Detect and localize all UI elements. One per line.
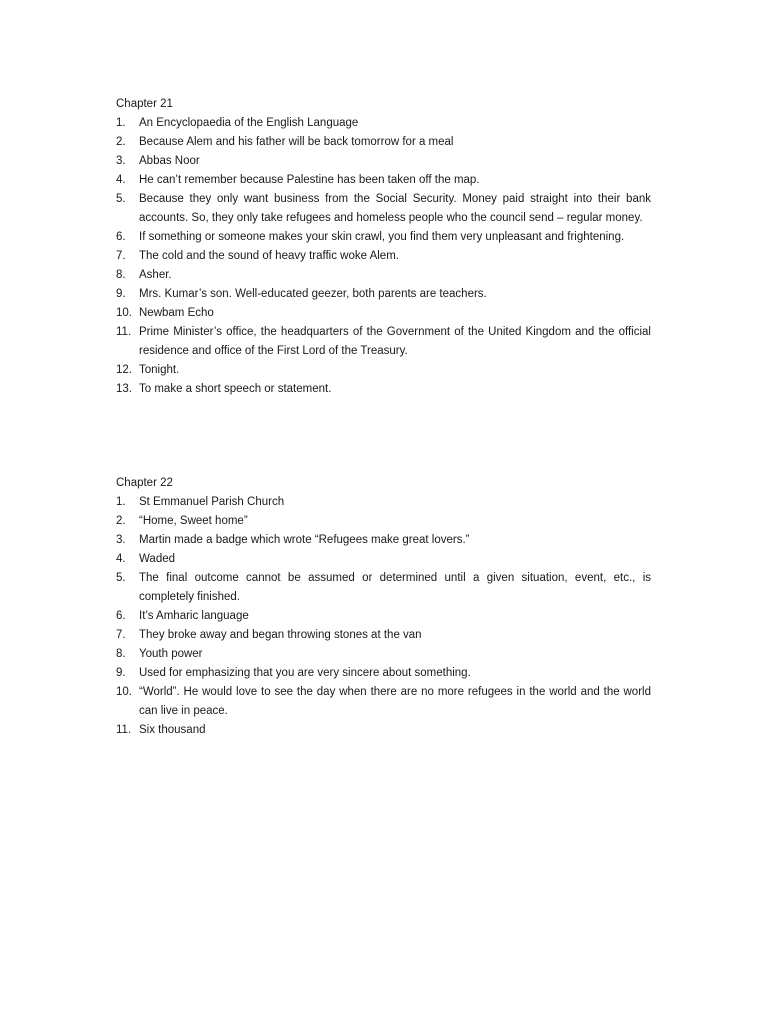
item-text: St Emmanuel Parish Church [139, 496, 285, 508]
item-text: It’s Amharic language [139, 610, 249, 622]
item-text: He can’t remember because Palestine has been taken off the map. [139, 174, 480, 186]
answer-item [116, 304, 651, 323]
answer-item [116, 721, 651, 740]
answer-item [116, 171, 651, 190]
item-number: 4. [116, 174, 126, 186]
answer-list [116, 493, 651, 740]
answer-item [116, 247, 651, 266]
item-number: 4. [116, 553, 126, 565]
item-text: Because Alem and his father will be back tomorrow for a meal [139, 136, 454, 148]
item-number: 7. [116, 250, 126, 262]
item-number: 12. [116, 364, 132, 376]
item-text: Because they only want business from the Social Security. Money paid straight into their bank accounts. So, they only take refugees and homeless people who the council send – regular money. [139, 193, 651, 224]
answer-item [116, 645, 651, 664]
item-number: 3. [116, 155, 126, 167]
item-number: 3. [116, 534, 126, 546]
item-number: 13. [116, 383, 132, 395]
item-text: “Home, Sweet home” [139, 515, 248, 527]
item-number: 7. [116, 629, 126, 641]
answer-item [116, 266, 651, 285]
answer-item [116, 133, 651, 152]
item-number: 2. [116, 136, 126, 148]
item-text: Asher. [139, 269, 172, 281]
answer-item [116, 493, 651, 512]
item-number: 5. [116, 572, 126, 584]
item-number: 1. [116, 117, 126, 129]
item-text: If something or someone makes your skin crawl, you find them very unpleasant and frightening. [139, 231, 625, 243]
item-number: 9. [116, 667, 126, 679]
item-text: Prime Minister’s office, the headquarters of the Government of the United Kingdom and the official residence and office of the First Lord of the Treasury. [139, 326, 651, 357]
answer-item [116, 607, 651, 626]
item-text: “World”. He would love to see the day when there are no more refugees in the world and the world can live in peace. [139, 686, 651, 717]
item-text: They broke away and began throwing stones at the van [139, 629, 422, 641]
answer-item [116, 664, 651, 683]
answer-item [116, 569, 651, 607]
item-text: Abbas Noor [139, 155, 200, 167]
answer-item [116, 550, 651, 569]
item-number: 1. [116, 496, 126, 508]
item-number: 5. [116, 193, 126, 205]
answer-item [116, 626, 651, 645]
item-text: Waded [139, 553, 176, 565]
answer-item [116, 361, 651, 380]
item-text: Martin made a badge which wrote “Refugees make great lovers.” [139, 534, 470, 546]
answer-item [116, 285, 651, 304]
item-text: To make a short speech or statement. [139, 383, 332, 395]
item-number: 6. [116, 231, 126, 243]
chapter-title: Chapter 22 [116, 477, 173, 489]
answer-item [116, 323, 651, 361]
chapter-21-section [116, 95, 651, 399]
chapter-title: Chapter 21 [116, 98, 173, 110]
item-text: The cold and the sound of heavy traffic woke Alem. [139, 250, 399, 262]
item-number: 11. [116, 326, 132, 338]
answer-item [116, 531, 651, 550]
item-text: Tonight. [139, 364, 180, 376]
item-text: The final outcome cannot be assumed or determined until a given situation, event, etc., is completely finished. [139, 572, 651, 603]
answer-item [116, 380, 651, 399]
chapter-22-section [116, 474, 651, 740]
item-number: 8. [116, 648, 126, 660]
item-number: 11. [116, 724, 132, 736]
item-text: Youth power [139, 648, 203, 660]
answer-item [116, 114, 651, 133]
item-text: Six thousand [139, 724, 206, 736]
item-number: 8. [116, 269, 126, 281]
answer-item [116, 683, 651, 721]
answer-item [116, 512, 651, 531]
item-number: 10. [116, 686, 132, 698]
item-number: 2. [116, 515, 126, 527]
item-text: Mrs. Kumar’s son. Well-educated geezer, both parents are teachers. [139, 288, 487, 300]
answer-item [116, 228, 651, 247]
item-number: 6. [116, 610, 126, 622]
item-number: 10. [116, 307, 132, 319]
item-number: 9. [116, 288, 126, 300]
answer-item [116, 190, 651, 228]
answer-list [116, 114, 651, 399]
item-text: Used for emphasizing that you are very sincere about something. [139, 667, 471, 679]
item-text: An Encyclopaedia of the English Language [139, 117, 359, 129]
answer-item [116, 152, 651, 171]
item-text: Newbam Echo [139, 307, 214, 319]
